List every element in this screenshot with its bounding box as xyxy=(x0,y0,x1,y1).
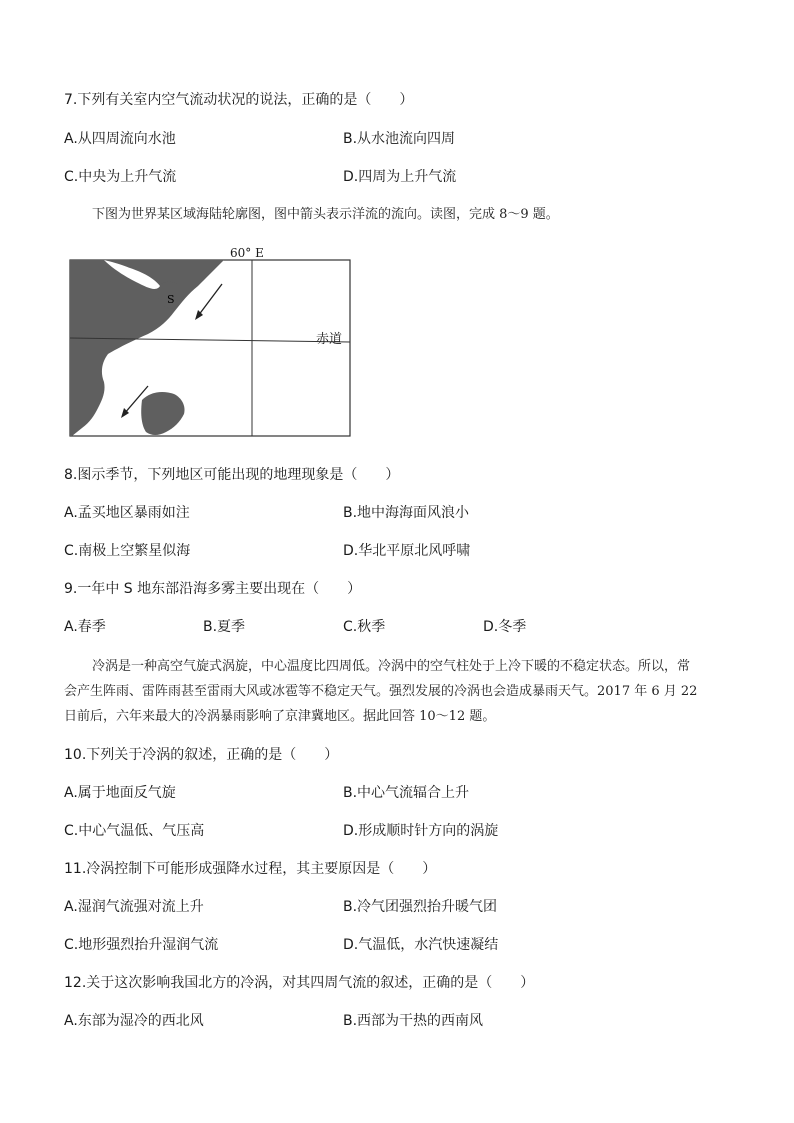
q8-stem: 8.图示季节，下列地区可能出现的地理现象是（ ） xyxy=(64,467,400,483)
q11-option-a: A.湿润气流强对流上升 xyxy=(64,899,204,915)
q12-stem: 12.关于这次影响我国北方的冷涡，对其四周气流的叙述，正确的是（ ） xyxy=(64,975,535,991)
q8-option-b: B.地中海海面风浪小 xyxy=(343,505,470,521)
q9-option-b: B.夏季 xyxy=(203,619,246,635)
q7-option-d: D.四周为上升气流 xyxy=(343,169,457,185)
q10-option-d: D.形成顺时针方向的涡旋 xyxy=(343,823,499,839)
q8-option-c: C.南极上空繁星似海 xyxy=(64,543,191,559)
q12-option-b: B.西部为干热的西南风 xyxy=(343,1013,484,1029)
q12-option-a: A.东部为湿冷的西北风 xyxy=(64,1013,204,1029)
q9-stem: 9.一年中 S 地东部沿海多雾主要出现在（ ） xyxy=(64,581,362,597)
map-figure xyxy=(64,246,354,442)
q10-option-a: A.属于地面反气旋 xyxy=(64,785,176,801)
q9-option-c: C.秋季 xyxy=(343,619,386,635)
map-svg xyxy=(64,246,354,442)
intro-10-12-line2: 会产生阵雨、雷阵雨甚至雷雨大风或冰雹等不稳定天气。强烈发展的冷涡也会造成暴雨天气。2017 年 6 月 22 xyxy=(64,684,698,699)
q11-option-c: C.地形强烈抬升湿润气流 xyxy=(64,937,219,953)
q7-option-c: C.中央为上升气流 xyxy=(64,169,177,185)
q7-option-a: A.从四周流向水池 xyxy=(64,131,176,147)
q9-option-d: D.冬季 xyxy=(483,619,527,635)
q11-stem: 11.冷涡控制下可能形成强降水过程，其主要原因是（ ） xyxy=(64,861,437,877)
intro-10-12-line1: 冷涡是一种高空气旋式涡旋，中心温度比四周低。冷涡中的空气柱处于上冷下暖的不稳定状态。所以，常 xyxy=(92,659,691,674)
q9-option-a: A.春季 xyxy=(64,619,106,635)
q8-option-d: D.华北平原北风呼啸 xyxy=(343,543,471,559)
q10-option-b: B.中心气流辐合上升 xyxy=(343,785,470,801)
equator-label: 赤道 xyxy=(316,332,343,347)
intro-10-12-line3: 日前后，六年来最大的冷涡暴雨影响了京津冀地区。据此回答 10～12 题。 xyxy=(64,709,496,724)
q11-option-b: B.冷气团强烈抬升暖气团 xyxy=(343,899,498,915)
region-label-s: S xyxy=(167,293,175,306)
q7-option-b: B.从水池流向四周 xyxy=(343,131,456,147)
q10-stem: 10.下列关于冷涡的叙述，正确的是（ ） xyxy=(64,747,339,763)
q7-stem: 7.下列有关室内空气流动状况的说法，正确的是（ ） xyxy=(64,92,414,108)
meridian-label: 60° E xyxy=(230,246,264,260)
intro-8-9: 下图为世界某区域海陆轮廓图，图中箭头表示洋流的流向。读图，完成 8～9 题。 xyxy=(92,207,559,222)
q10-option-c: C.中心气温低、气压高 xyxy=(64,823,205,839)
q8-option-a: A.孟买地区暴雨如注 xyxy=(64,505,190,521)
q11-option-d: D.气温低，水汽快速凝结 xyxy=(343,937,499,953)
